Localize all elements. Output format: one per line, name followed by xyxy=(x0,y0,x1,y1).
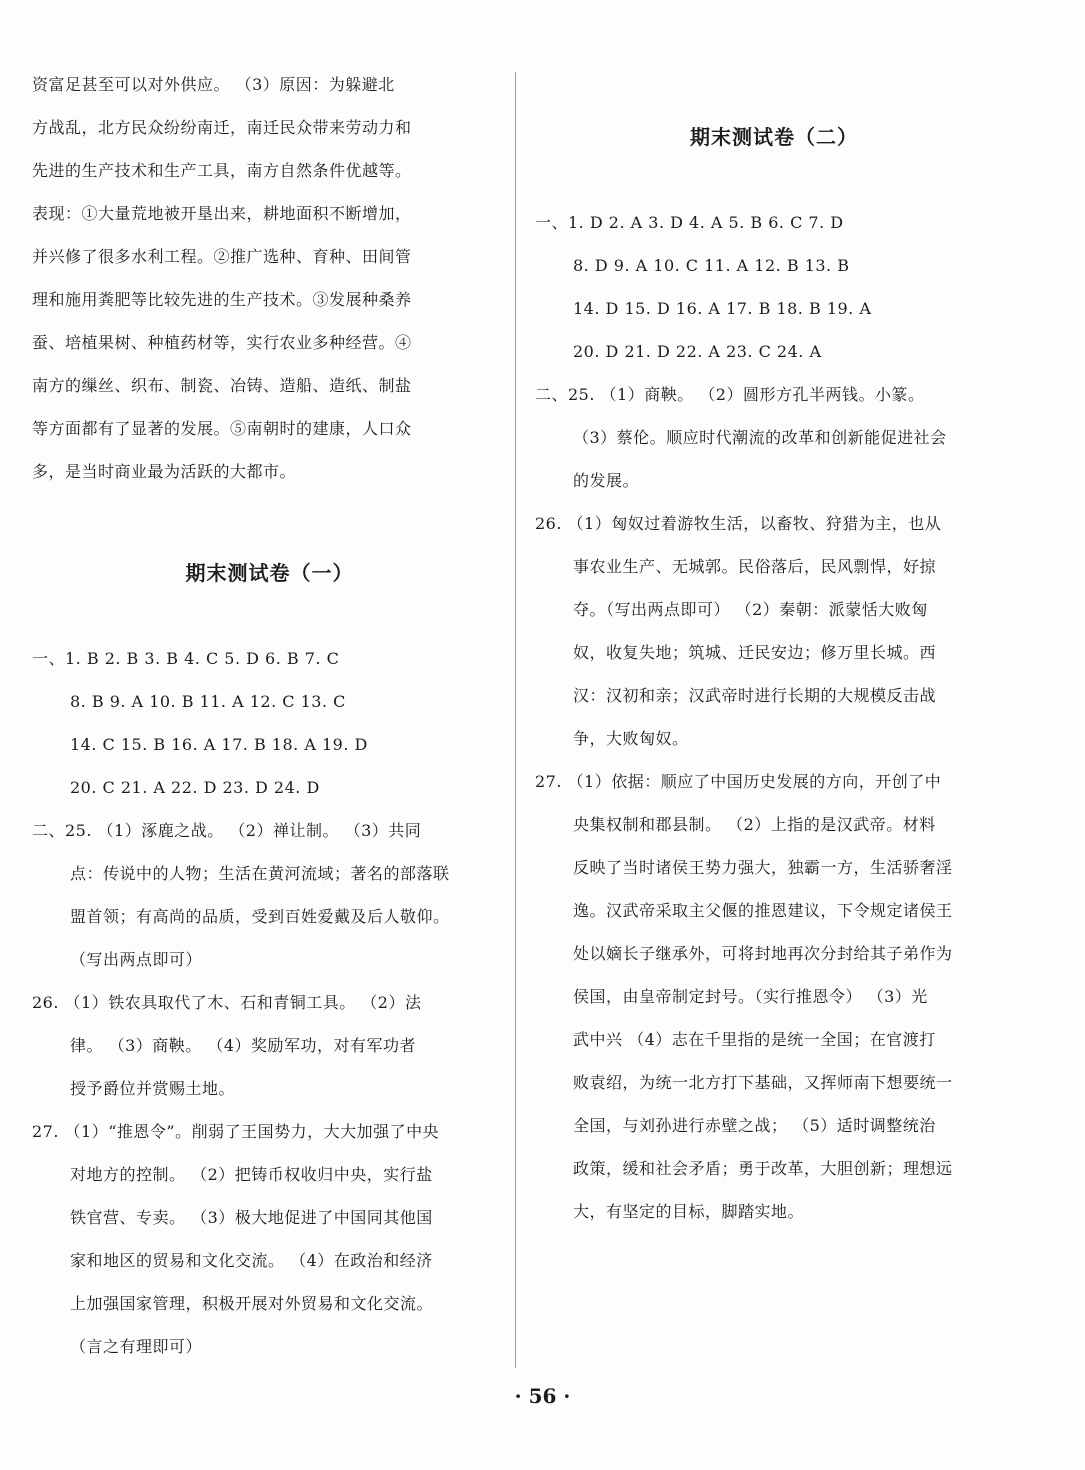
answer-line: 27. （1）“推恩令”。削弱了王国势力，大大加强了中央 xyxy=(32,1122,440,1141)
answer-line: 20. C 21. A 22. D 23. D 24. D xyxy=(70,778,320,797)
answer-line: （言之有理即可） xyxy=(70,1337,203,1356)
answer-line: 二、25. （1）商鞅。 （2）圆形方孔半两钱。小篆。 xyxy=(535,385,925,404)
text-line: 先进的生产技术和生产工具，南方自然条件优越等。 xyxy=(32,161,412,180)
answer-line: 一、1. D 2. A 3. D 4. A 5. B 6. C 7. D xyxy=(535,213,844,232)
text-line: 资富足甚至可以对外供应。 （3）原因：为躲避北 xyxy=(32,75,395,94)
answer-line: 上加强国家管理，积极开展对外贸易和文化交流。 xyxy=(70,1294,434,1313)
section-title-exam-1: 期末测试卷（一） xyxy=(185,561,354,585)
text-line: 蚕、培植果树、种植药材等，实行农业多种经营。④ xyxy=(32,333,412,352)
answer-line: 授予爵位并赏赐土地。 xyxy=(70,1079,236,1098)
answer-line: 点：传说中的人物；生活在黄河流域；著名的部落联 xyxy=(70,864,450,883)
answer-line: 14. D 15. D 16. A 17. B 18. B 19. A xyxy=(573,299,872,318)
section-title-exam-2: 期末测试卷（二） xyxy=(690,125,858,149)
answer-line: 全国，与刘孙进行赤壁之战； （5）适时调整统治 xyxy=(573,1116,936,1135)
answer-line: 对地方的控制。 （2）把铸币权收归中央，实行盐 xyxy=(70,1165,433,1184)
column-divider xyxy=(515,72,516,1368)
text-line: 并兴修了很多水利工程。②推广选种、育种、田间管 xyxy=(32,247,412,266)
answer-line: 处以嫡长子继承外，可将封地再次分封给其子弟作为 xyxy=(573,944,953,963)
answer-line: 27. （1）依据：顺应了中国历史发展的方向，开创了中 xyxy=(535,772,942,791)
answer-line: 的发展。 xyxy=(573,471,640,490)
answer-line: （写出两点即可） xyxy=(70,950,203,969)
answer-line: 铁官营、专卖。 （3）极大地促进了中国同其他国 xyxy=(70,1208,433,1227)
text-line: 多，是当时商业最为活跃的大都市。 xyxy=(32,462,297,481)
answer-line: 事农业生产、无城郭。民俗落后，民风剽悍，好掠 xyxy=(573,557,937,576)
answer-line: 反映了当时诸侯王势力强大，独霸一方，生活骄奢淫 xyxy=(573,858,953,877)
text-line: 理和施用粪肥等比较先进的生产技术。③发展种桑养 xyxy=(32,290,412,309)
answer-line: 武中兴 （4）志在千里指的是统一全国；在官渡打 xyxy=(573,1030,936,1049)
answer-line: 奴，收复失地；筑城、迁民安边；修万里长城。西 xyxy=(573,643,937,662)
answer-line: 8. B 9. A 10. B 11. A 12. C 13. C xyxy=(70,692,346,711)
answer-line: 政策，缓和社会矛盾；勇于改革，大胆创新；理想远 xyxy=(573,1159,953,1178)
answer-line: 家和地区的贸易和文化交流。 （4）在政治和经济 xyxy=(70,1251,433,1270)
text-line: 表现：①大量荒地被开垦出来，耕地面积不断增加， xyxy=(32,204,412,223)
page-number: · 56 · xyxy=(514,1384,571,1408)
answer-line: 8. D 9. A 10. C 11. A 12. B 13. B xyxy=(573,256,850,275)
answer-line: 败袁绍，为统一北方打下基础，又挥师南下想要统一 xyxy=(573,1073,953,1092)
answer-line: 夺。（写出两点即可） （2）秦朝：派蒙恬大败匈 xyxy=(573,600,928,619)
answer-line: 汉：汉初和亲；汉武帝时进行长期的大规模反击战 xyxy=(573,686,937,705)
answer-line: 侯国，由皇帝制定封号。（实行推恩令） （3）光 xyxy=(573,987,928,1006)
answer-line: 争，大败匈奴。 xyxy=(573,729,689,748)
answer-line: 央集权制和郡县制。 （2）上指的是汉武帝。材料 xyxy=(573,815,936,834)
text-line: 南方的缫丝、织布、制瓷、冶铸、造船、造纸、制盐 xyxy=(32,376,412,395)
answer-line: 26. （1）匈奴过着游牧生活，以畜牧、狩猎为主，也从 xyxy=(535,514,942,533)
answer-line: （3）蔡伦。顺应时代潮流的改革和创新能促进社会 xyxy=(573,428,947,447)
text-line: 方战乱，北方民众纷纷南迁，南迁民众带来劳动力和 xyxy=(32,118,412,137)
answer-line: 26. （1）铁农具取代了木、石和青铜工具。 （2）法 xyxy=(32,993,422,1012)
answer-line: 14. C 15. B 16. A 17. B 18. A 19. D xyxy=(70,735,368,754)
answer-line: 20. D 21. D 22. A 23. C 24. A xyxy=(573,342,822,361)
answer-line: 大，有坚定的目标，脚踏实地。 xyxy=(573,1202,805,1221)
answer-line: 盟首领；有高尚的品质，受到百姓爱戴及后人敬仰。 xyxy=(70,907,450,926)
answer-line: 律。 （3）商鞅。 （4）奖励军功，对有军功者 xyxy=(70,1036,417,1055)
answer-line: 二、25. （1）涿鹿之战。 （2）禅让制。 （3）共同 xyxy=(32,821,422,840)
answer-line: 逸。汉武帝采取主父偃的推恩建议，下令规定诸侯王 xyxy=(573,901,953,920)
answer-line: 一、1. B 2. B 3. B 4. C 5. D 6. B 7. C xyxy=(32,649,340,668)
text-line: 等方面都有了显著的发展。⑤南朝时的建康，人口众 xyxy=(32,419,412,438)
